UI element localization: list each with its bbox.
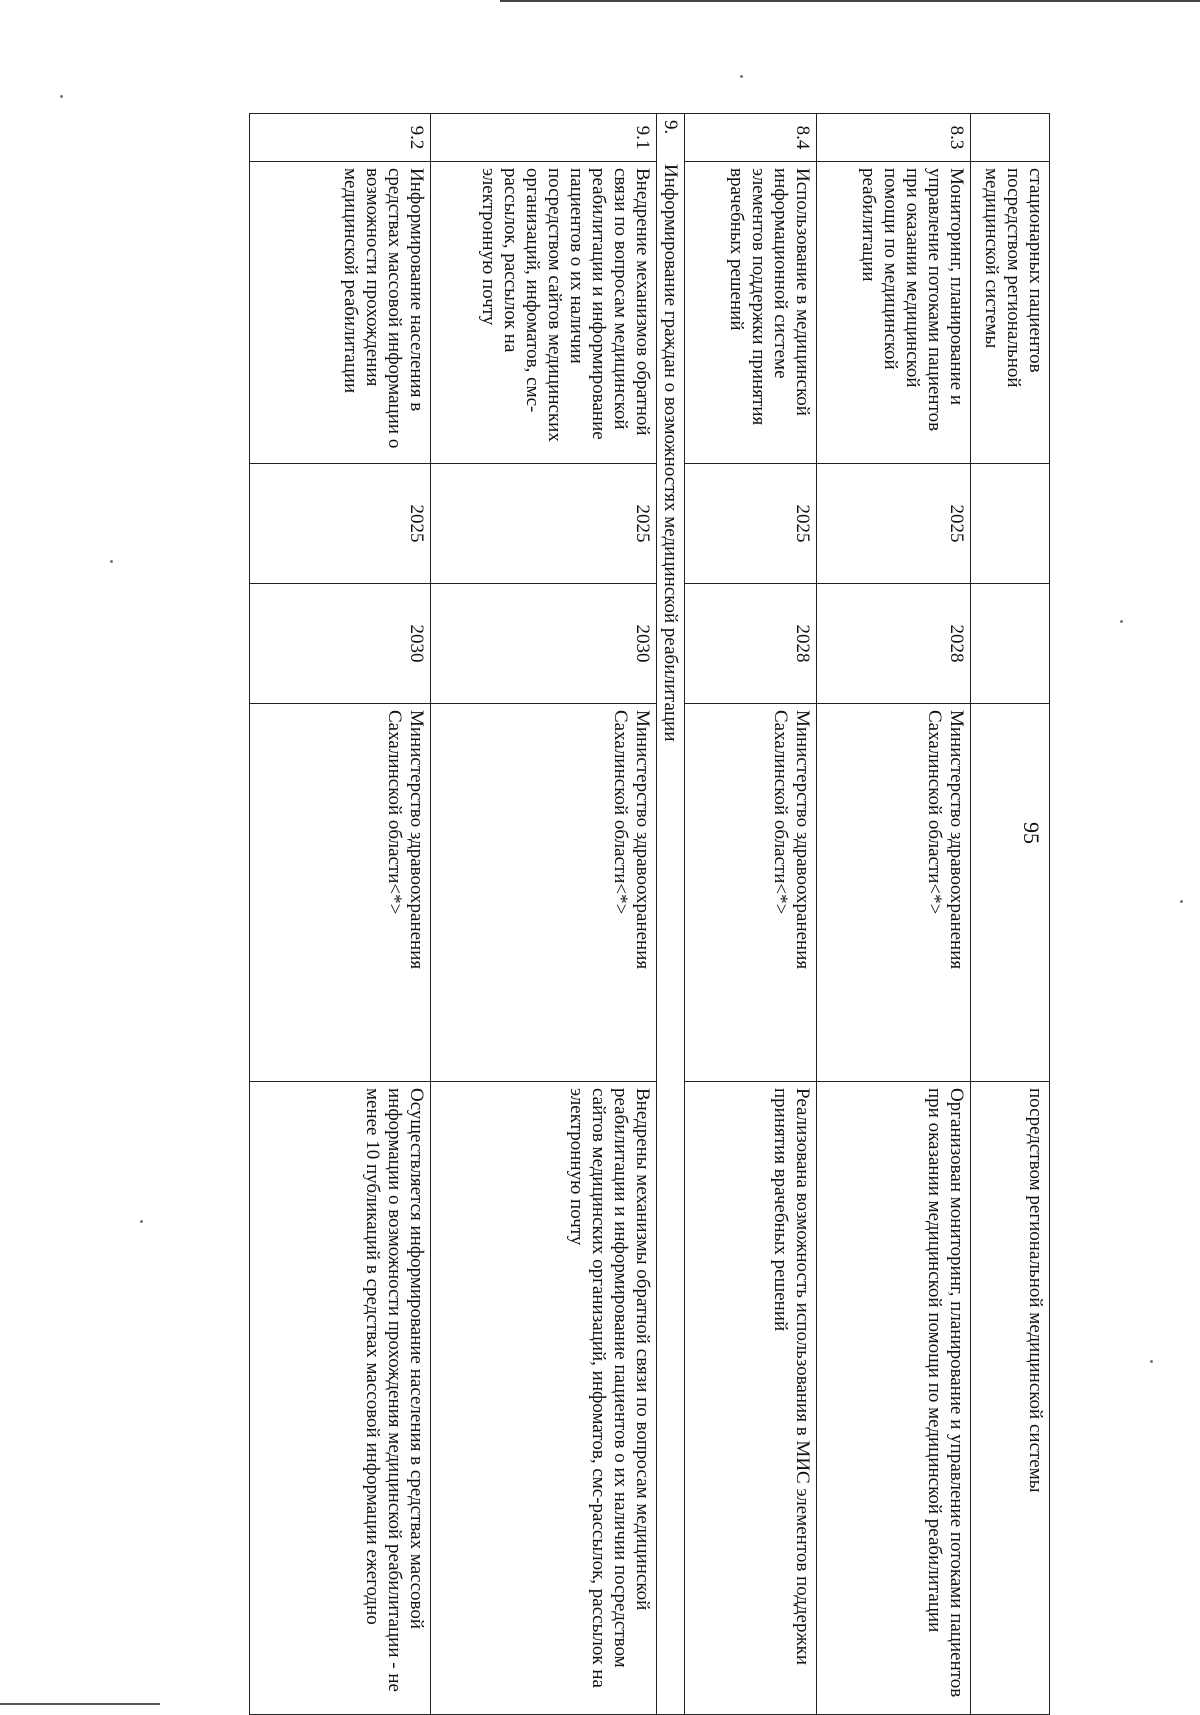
start-year-cell: 2025 bbox=[817, 464, 971, 584]
responsible-cell: Министерство здравоохранения Сахалинской области<*> bbox=[817, 704, 971, 1082]
scan-speck bbox=[140, 1220, 143, 1223]
responsible-cell: Министерство здравоохранения Сахалинской области<*> bbox=[430, 704, 656, 1082]
row-number: 8.3 bbox=[817, 114, 971, 162]
responsible-cell bbox=[971, 704, 1050, 1082]
page-number: 95 bbox=[1019, 822, 1044, 844]
scan-edge-top bbox=[500, 0, 1200, 2]
measures-table bbox=[249, 113, 1050, 1715]
result-cell: Организован мониторинг, планирование и управление потоками пациентов при оказании медицинской помощи по медицинской реабилитации bbox=[817, 1082, 971, 1715]
section-title: Информирование граждан о возможностях медицинской реабилитации bbox=[660, 164, 681, 742]
table-row bbox=[817, 114, 971, 1715]
end-year-cell: 2030 bbox=[430, 584, 656, 704]
table-row bbox=[430, 114, 656, 1715]
row-number: 9.1 bbox=[430, 114, 656, 162]
event-cell: стационарных пациентов посредством региональной медицинской системы bbox=[971, 162, 1050, 464]
rotated-page-content bbox=[250, 113, 1050, 1714]
responsible-cell: Министерство здравоохранения Сахалинской области<*> bbox=[685, 704, 817, 1082]
start-year-cell: 2025 bbox=[249, 464, 430, 584]
end-year-cell: 2028 bbox=[685, 584, 817, 704]
section-row bbox=[656, 114, 684, 1715]
event-cell: Использование в медицинской информационной системе элементов поддержки принятия врачебных решений bbox=[685, 162, 817, 464]
row-number bbox=[971, 114, 1050, 162]
section-number: 9. bbox=[660, 120, 681, 135]
end-year-cell bbox=[971, 584, 1050, 704]
row-number: 8.4 bbox=[685, 114, 817, 162]
result-cell: Реализована возможность использования в МИС элементов поддержки принятия врачебных решений bbox=[685, 1082, 817, 1715]
result-cell: Осуществляется информирование населения в средствах массовой информации о возможности прохождения медицинской реабилитации - не менее 10 публикаций в средствах массовой информации ежегодно bbox=[249, 1082, 430, 1715]
scan-speck bbox=[1180, 900, 1183, 903]
row-number: 9.2 bbox=[249, 114, 430, 162]
start-year-cell bbox=[971, 464, 1050, 584]
responsible-cell: Министерство здравоохранения Сахалинской области<*> bbox=[249, 704, 430, 1082]
scan-edge-bottom bbox=[0, 1703, 160, 1705]
event-cell: Внедрение механизмов обратной связи по вопросам медицинской реабилитации и информирование пациентов о их наличии посредством сайтов медицинских организаций, инфоматов, смс-рассылок, рассылок на электронную почту bbox=[430, 162, 656, 464]
section-heading bbox=[656, 114, 684, 1715]
table-row bbox=[249, 114, 430, 1715]
end-year-cell: 2030 bbox=[249, 584, 430, 704]
scan-speck bbox=[1120, 620, 1123, 623]
scan-speck bbox=[110, 560, 113, 563]
event-cell: Информирование населения в средствах массовой информации о возможности прохождения медицинской реабилитации bbox=[249, 162, 430, 464]
end-year-cell: 2028 bbox=[817, 584, 971, 704]
event-cell: Мониторинг, планирование и управление потоками пациентов при оказании медицинской помощи по медицинской реабилитации bbox=[817, 162, 971, 464]
scan-speck bbox=[740, 75, 743, 78]
table-row bbox=[685, 114, 817, 1715]
scan-speck bbox=[60, 95, 63, 98]
start-year-cell: 2025 bbox=[430, 464, 656, 584]
scan-speck bbox=[1150, 1360, 1153, 1363]
result-cell: посредством региональной медицинской системы bbox=[971, 1082, 1050, 1715]
result-cell: Внедрены механизмы обратной связи по вопросам медицинской реабилитации и информирование пациентов о их наличии посредством сайтов медицинских организаций, инфоматов, смс-рассылок, рассылок на электронную почту bbox=[430, 1082, 656, 1715]
start-year-cell: 2025 bbox=[685, 464, 817, 584]
table-row bbox=[971, 114, 1050, 1715]
